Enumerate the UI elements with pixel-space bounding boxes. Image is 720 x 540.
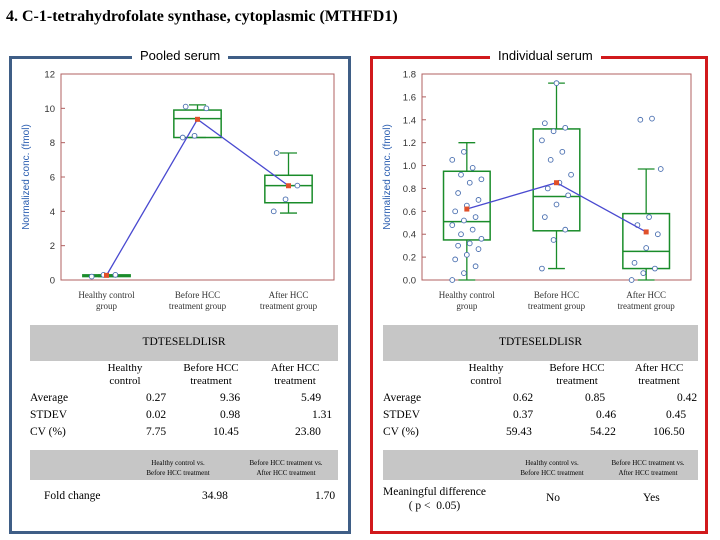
individual-data-point bbox=[540, 138, 545, 143]
pooled-ytick-label: 10 bbox=[44, 103, 55, 115]
page-title: 4. C-1-tetrahydrofolate synthase, cytoplasmic (MTHFD1) bbox=[6, 8, 398, 25]
individual-xtick-label: Before HCC bbox=[533, 290, 580, 300]
individual-data-point bbox=[453, 257, 458, 262]
pooled-xtick-label: treatment group bbox=[168, 301, 227, 311]
individual-ytick-label: 1.6 bbox=[402, 92, 416, 104]
individual-ytick-label: 1.0 bbox=[402, 161, 416, 173]
pooled-average-healthy: 0.27 bbox=[146, 392, 167, 404]
individual-data-point bbox=[655, 232, 660, 237]
pooled-fold-change-healthy-before: 34.98 bbox=[202, 490, 228, 502]
pooled-xtick-label: After HCC bbox=[268, 290, 309, 300]
individual-data-point bbox=[551, 129, 556, 134]
pooled-xtick-label: Healthy control bbox=[78, 290, 135, 300]
pooled-ytick-label: 6 bbox=[49, 172, 55, 184]
individual-data-point bbox=[479, 236, 484, 241]
individual-xtick-label: group bbox=[456, 301, 478, 311]
pooled-data-point bbox=[192, 133, 197, 138]
pooled-cv-before: 10.45 bbox=[213, 426, 239, 438]
individual-data-point bbox=[647, 215, 652, 220]
individual-average-before: 0.85 bbox=[585, 392, 606, 404]
individual-data-point bbox=[476, 197, 481, 202]
individual-data-point bbox=[653, 266, 658, 271]
pooled-header-before: Before HCC treatment bbox=[183, 362, 239, 387]
pooled-cv-healthy: 7.75 bbox=[146, 426, 167, 438]
pooled-ytick-label: 0 bbox=[49, 275, 55, 287]
pooled-xtick-label: treatment group bbox=[259, 301, 318, 311]
pooled-mean-marker bbox=[286, 183, 291, 188]
individual-peptide-bar bbox=[383, 325, 698, 361]
individual-data-point bbox=[554, 81, 559, 86]
individual-data-point bbox=[644, 246, 649, 251]
individual-data-point bbox=[542, 121, 547, 126]
individual-row-label-average: Average bbox=[383, 392, 422, 404]
pooled-row-label-average: Average bbox=[30, 392, 69, 404]
pooled-cv-after: 23.80 bbox=[295, 426, 321, 438]
pooled-peptide-bar bbox=[30, 325, 338, 361]
pooled-data-point bbox=[89, 274, 94, 279]
individual-header-after: After HCC treatment bbox=[634, 362, 684, 387]
individual-mean-marker bbox=[554, 180, 559, 185]
individual-data-point bbox=[456, 243, 461, 248]
individual-data-point bbox=[540, 266, 545, 271]
pooled-comparison-healthy-before: Healthy control vs. Before HCC treatment bbox=[146, 459, 210, 477]
pooled-header-after: After HCC treatment bbox=[270, 362, 320, 387]
individual-comparison-before-after: Before HCC treatment vs. After HCC treatment bbox=[611, 459, 685, 477]
pooled-data-point bbox=[271, 209, 276, 214]
individual-data-point bbox=[632, 260, 637, 265]
individual-data-point bbox=[563, 227, 568, 232]
individual-data-point bbox=[554, 202, 559, 207]
pooled-ytick-label: 12 bbox=[44, 69, 55, 81]
pooled-ytick-label: 2 bbox=[49, 241, 55, 253]
individual-data-point bbox=[473, 264, 478, 269]
pooled-data-point bbox=[274, 151, 279, 156]
individual-ytick-label: 0.8 bbox=[402, 183, 416, 195]
individual-ytick-label: 0.2 bbox=[402, 252, 416, 264]
individual-ytick-label: 0.4 bbox=[402, 229, 416, 241]
pooled-data-point bbox=[180, 135, 185, 140]
pooled-ylabel: Normalized conc. (fmol) bbox=[21, 124, 32, 230]
individual-ytick-label: 1.8 bbox=[402, 69, 416, 81]
individual-data-point bbox=[658, 167, 663, 172]
pooled-stdev-healthy: 0.02 bbox=[146, 409, 167, 421]
pooled-row-label-stdev: STDEV bbox=[30, 409, 68, 421]
pooled-data-point bbox=[295, 183, 300, 188]
individual-data-point bbox=[470, 227, 475, 232]
individual-mean-marker bbox=[644, 229, 649, 234]
pooled-ytick-label: 4 bbox=[49, 206, 55, 218]
individual-significance-before-after: Yes bbox=[643, 492, 660, 504]
pooled-header-healthy: Healthy control bbox=[107, 362, 143, 387]
individual-row-label-stdev: STDEV bbox=[383, 409, 421, 421]
individual-peptide-sequence: TDTESELDLISR bbox=[498, 336, 583, 348]
individual-data-point bbox=[462, 271, 467, 276]
individual-data-point bbox=[629, 278, 634, 283]
individual-stdev-before: 0.46 bbox=[596, 409, 617, 421]
individual-cv-healthy: 59.43 bbox=[506, 426, 532, 438]
individual-xtick-label: treatment group bbox=[527, 301, 586, 311]
pooled-data-point bbox=[113, 272, 118, 277]
individual-data-point bbox=[459, 172, 464, 177]
pooled-peptide-sequence: TDTESELDLISR bbox=[142, 336, 226, 348]
pooled-xtick-label: Before HCC bbox=[174, 290, 221, 300]
individual-ytick-label: 1.4 bbox=[402, 115, 416, 127]
individual-serum-title: Individual serum bbox=[490, 48, 601, 63]
individual-data-point bbox=[459, 232, 464, 237]
individual-data-point bbox=[479, 177, 484, 182]
individual-data-point bbox=[467, 180, 472, 185]
pooled-average-before: 9.36 bbox=[220, 392, 241, 404]
pooled-stdev-after: 1.31 bbox=[312, 409, 333, 421]
pooled-data-point bbox=[204, 106, 209, 111]
pooled-mean-marker bbox=[195, 117, 200, 122]
individual-header-healthy: Healthy control bbox=[468, 362, 504, 387]
individual-cv-after: 106.50 bbox=[653, 426, 685, 438]
pooled-row-label-cv: CV (%) bbox=[30, 426, 66, 438]
pooled-data-point bbox=[183, 104, 188, 109]
individual-data-point bbox=[551, 238, 556, 243]
pooled-xtick-label: group bbox=[96, 301, 117, 311]
individual-data-point bbox=[650, 116, 655, 121]
individual-data-point bbox=[464, 252, 469, 257]
individual-data-point bbox=[456, 191, 461, 196]
individual-average-healthy: 0.62 bbox=[513, 392, 534, 404]
individual-ytick-label: 0.0 bbox=[402, 275, 416, 287]
pooled-serum-title: Pooled serum bbox=[132, 48, 228, 63]
individual-ytick-label: 1.2 bbox=[402, 138, 416, 150]
individual-comparison-healthy-before: Healthy control vs. Before HCC treatment bbox=[520, 459, 584, 477]
individual-data-point bbox=[545, 186, 550, 191]
individual-data-point bbox=[548, 157, 553, 162]
pooled-mean-marker bbox=[104, 273, 109, 278]
individual-data-point bbox=[467, 241, 472, 246]
individual-mean-marker bbox=[464, 207, 469, 212]
individual-stdev-healthy: 0.37 bbox=[513, 409, 534, 421]
pooled-ytick-label: 8 bbox=[49, 138, 55, 150]
individual-xtick-label: Healthy control bbox=[438, 290, 495, 300]
individual-ylabel: Normalized conc. (fmol) bbox=[382, 124, 393, 230]
pooled-stdev-before: 0.98 bbox=[220, 409, 241, 421]
pooled-data-point bbox=[283, 197, 288, 202]
individual-data-point bbox=[638, 117, 643, 122]
individual-xtick-label: treatment group bbox=[617, 301, 675, 311]
individual-header-before: Before HCC treatment bbox=[549, 362, 605, 387]
individual-ytick-label: 0.6 bbox=[402, 206, 416, 218]
pooled-serum-boxplot bbox=[16, 66, 346, 322]
individual-data-point bbox=[569, 172, 574, 177]
individual-data-point bbox=[450, 278, 455, 283]
individual-data-point bbox=[566, 193, 571, 198]
individual-data-point bbox=[450, 223, 455, 228]
individual-data-point bbox=[462, 218, 467, 223]
individual-serum-boxplot bbox=[377, 66, 703, 322]
individual-data-point bbox=[473, 215, 478, 220]
pooled-fold-change-before-after: 1.70 bbox=[315, 490, 336, 502]
individual-data-point bbox=[450, 157, 455, 162]
individual-data-point bbox=[476, 247, 481, 252]
individual-significance-healthy-before: No bbox=[546, 492, 561, 504]
individual-data-point bbox=[453, 209, 458, 214]
individual-data-point bbox=[470, 165, 475, 170]
individual-average-after: 0.42 bbox=[677, 392, 698, 404]
individual-stdev-after: 0.45 bbox=[666, 409, 687, 421]
individual-data-point bbox=[542, 215, 547, 220]
individual-xtick-label: After HCC bbox=[626, 290, 667, 300]
individual-row-label-cv: CV (%) bbox=[383, 426, 419, 438]
individual-result-label: Meaningful difference ( p < 0.05) bbox=[383, 486, 486, 512]
individual-data-point bbox=[563, 125, 568, 130]
individual-cv-before: 54.22 bbox=[590, 426, 616, 438]
individual-data-point bbox=[462, 149, 467, 154]
pooled-comparison-before-after: Before HCC treatment vs. After HCC treatment bbox=[249, 459, 323, 477]
pooled-average-after: 5.49 bbox=[301, 392, 322, 404]
individual-data-point bbox=[560, 149, 565, 154]
individual-data-point bbox=[641, 271, 646, 276]
pooled-result-label: Fold change bbox=[44, 490, 101, 502]
